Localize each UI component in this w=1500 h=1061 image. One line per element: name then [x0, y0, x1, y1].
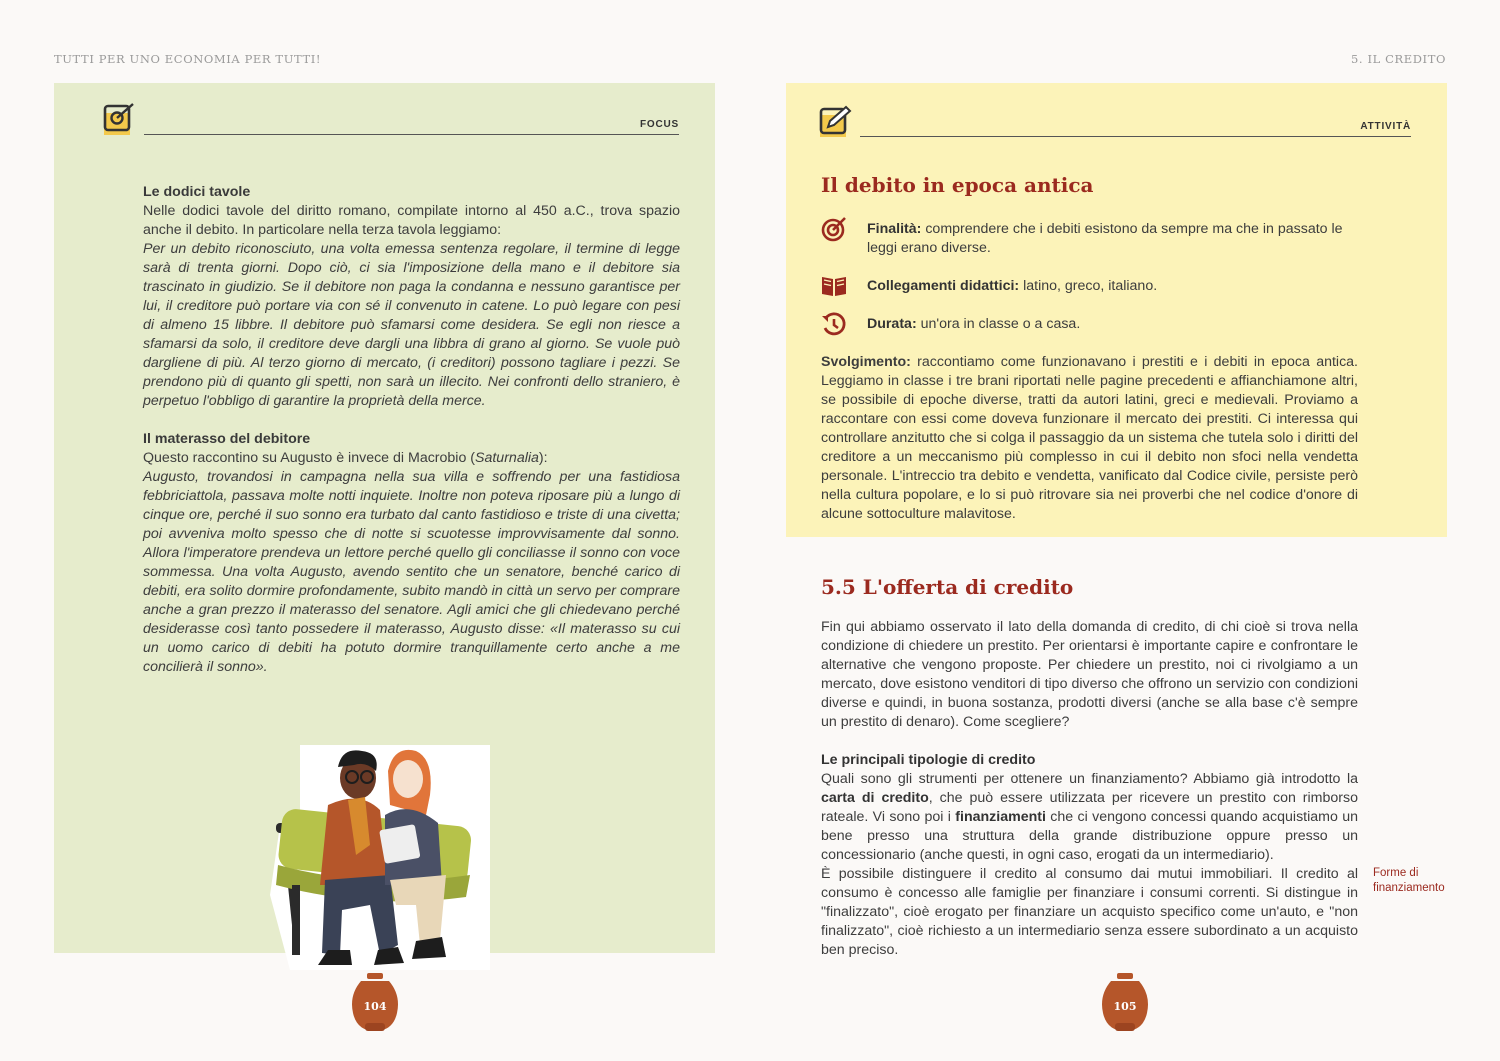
focus-label: FOCUS: [640, 119, 679, 130]
activity-collegamenti: Collegamenti didattici: latino, greco, italiano.: [821, 277, 1361, 296]
section-paragraph-1: Quali sono gli strumenti per ottenere un finanziamento? Abbiamo già introdotto la carta di credito, che può essere utilizzata per ricevere un prestito con rimborso rateale. Vi sono poi i finanziamenti che ci vengono concessi quando acquistiamo un bene presso una struttura della grande distribuzione oppure presso un concessionario (anche questi, in ogni caso, erogati da un intermediario).: [821, 771, 1358, 863]
margin-note: Forme di finanziamento: [1373, 867, 1445, 894]
section-subtitle: Le principali tipologie di credito: [821, 752, 1036, 768]
activity-pencil-icon: [818, 105, 852, 139]
focus-section2-quote: Augusto, trovandosi in campagna nella sua villa e soffrendo per una fastidiosa febbriciattola, passava molte notti inquiete. Inoltre non poteva riposare più a lungo di cinque ore, perché il suo sonno era turbato dal canto fastidioso e triste di una civetta; poi avveniva molto spesso che di notte si scuotesse improvvisamente dal sonno. Allora l'imperatore prendeva un lettore perché quello gli conciliasse il sonno con voce sommessa. Una volta Augusto, avendo sentito che un senatore, benché carico di debiti, era solito dormire profondamente, subito mandò in città un servo per comprare anche a gran prezzo il materasso del senatore. Agli amici che gli chiedevano perché desiderasse così tanto possedere il materasso, Augusto disse: «Il materasso su cui un uomo carico di debiti ha potuto dormire tranquillamente certo anche a me concilierà il sonno».: [143, 469, 680, 675]
focus-section2-title: Il materasso del debitore: [143, 431, 311, 447]
target-icon: [821, 216, 847, 242]
running-head-right: 5. IL CREDITO: [1351, 52, 1446, 66]
section-intro: Fin qui abbiamo osservato il lato della domanda di credito, di chi cioè si trova nella condizione di chiedere un prestito. Per orientarsi è importante capire e confrontare le alternative che vengono proposte. Per chiedere un prestito, noi ci rivolgiamo a un mercato, dove esistono venditori di tipo diverso che offrono un servizio con condizioni diverse e quindi, in buona sostanza, prodotti diversi (anche se alla base c'è sempre un prestito di denaro). Come scegliere?: [821, 619, 1358, 730]
activity-rule: [860, 136, 1411, 137]
couple-on-bench-illustration: [270, 745, 490, 970]
focus-text: [143, 183, 680, 677]
running-head-left: TUTTI PER UNO ECONOMIA PER TUTTI!: [54, 52, 322, 66]
activity-box: [786, 83, 1447, 537]
activity-header: [818, 105, 1411, 145]
activity-label: ATTIVITÀ: [1360, 121, 1411, 132]
section-paragraph-2: È possibile distinguere il credito al consumo dai mutui immobiliari. Il credito al consumo è concesso alle famiglie per finanziare i consumi correnti. Si distingue in "finalizzato", cioè erogato per finanziare un acquisto specifico come un'auto, e "non finalizzato", cioè richiesto a un intermediario senza essere subordinato a un acquisto ben preciso.: [821, 866, 1358, 958]
page-number-left-text: 104: [363, 1000, 387, 1013]
activity-svolgimento: Svolgimento: raccontiamo come funzionavano i prestiti e i debiti in epoca antica. Leggiamo in classe i tre brani riportati nelle pagine precedenti e affianchiamone altri, se possibile di epoche diverse, tratti da autori latini, greci e medievali. Proviamo a raccontare con essi come doveva funzionare il mercato dei prestiti. Ci interessa qui controllare anzitutto che si colga il passaggio da un sistema che tutela solo i diritti del creditore a un meccanismo più complesso in cui il debito non sfoci nella vendetta personale. L'intreccio tra debito e vendetta, vanificato dal Codice civile, persiste però nella cultura popolare, e lo si può ritrovare sia nei proverbi che nel codice d'onore di alcune sottoculture malavitose.: [821, 354, 1358, 522]
page-number-right-text: 105: [1113, 1000, 1137, 1013]
focus-header: [102, 103, 679, 143]
focus-section2-intro: Questo raccontino su Augusto è invece di Macrobio (Saturnalia):: [143, 450, 548, 466]
focus-section1-intro: Nelle dodici tavole del diritto romano, compilate intorno al 450 a.C., trova spazio anche il debito. In particolare nella terza tavola leggiamo:: [143, 203, 680, 238]
clock-icon: [821, 311, 847, 337]
page-number-left: [351, 973, 399, 1035]
section-body: [821, 618, 1358, 960]
focus-section1-title: Le dodici tavole: [143, 184, 251, 200]
focus-target-icon: [102, 103, 136, 137]
page-number-right: [1101, 973, 1149, 1035]
activity-finalita: Finalità: comprendere che i debiti esistono da sempre ma che in passato le leggi erano diverse.: [821, 220, 1361, 258]
activity-title: Il debito in epoca antica: [821, 173, 1094, 197]
book-icon: [821, 273, 847, 299]
focus-rule: [144, 134, 679, 135]
activity-durata: Durata: un'ora in classe o a casa.: [821, 315, 1361, 334]
section-title: 5.5 L'offerta di credito: [821, 575, 1074, 599]
focus-section1-quote: Per un debito riconosciuto, una volta emessa sentenza regolare, il termine di legge sarà di trenta giorni. Dopo ciò, ci sia l'imposizione della mano e il debitore sia trascinato in giudizio. Se il debitore non paga la condanna e nessuno garantisce per lui, il creditore può portare via con sé il convenuto in catene. Lo può legare con pesi di almeno 15 libbre. Il debitore può sfamarsi come desidera. Se egli non riesce a sfamarsi da solo, il creditore deve dargli una libbra di grano al giorno. Se vuole può dargliene di più. Al terzo giorno di mercato, (i creditori) possono tagliare i pezzi. Se prendono più di quanto gli spetti, non sarà un illecito. Nei confronti dello straniero, è perpetuo l'obbligo di garantire la proprietà della merce.: [143, 241, 680, 409]
